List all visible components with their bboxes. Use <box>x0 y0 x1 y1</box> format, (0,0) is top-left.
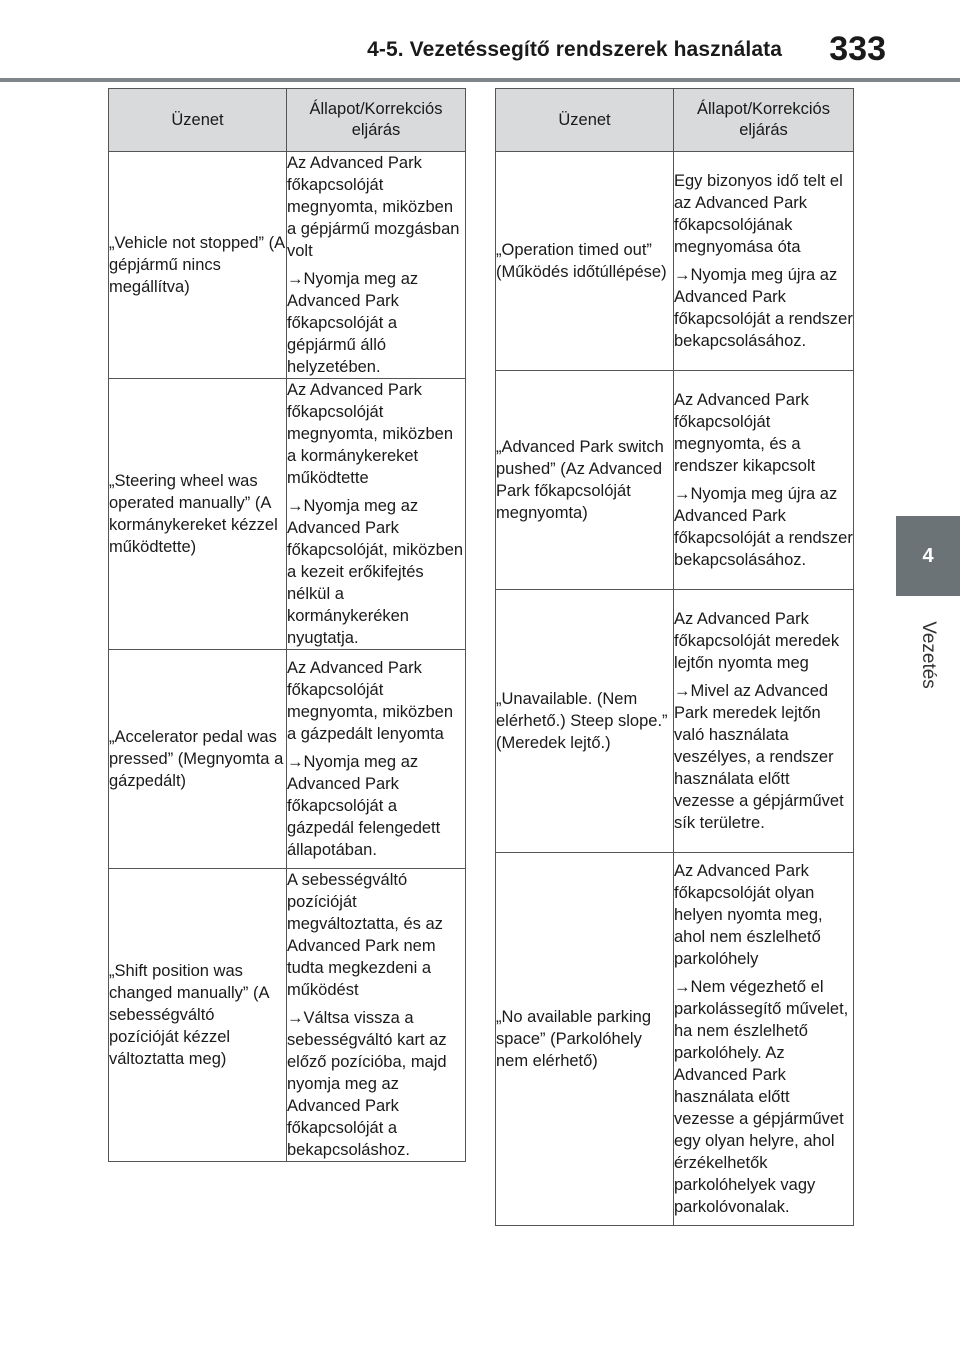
chapter-tab <box>896 516 960 596</box>
message-table-left <box>108 88 466 1162</box>
procedure-cell <box>674 152 854 371</box>
table-header-row <box>109 89 466 152</box>
chapter-label-container <box>898 600 958 710</box>
condition-text: Az Advanced Park főkapcsolóját olyan helyen nyomta meg, ahol nem észlelhető parkolóhely <box>674 862 823 968</box>
action-text: →Nyomja meg az Advanced Park főkapcsolóját a gépjármű álló helyzetében. <box>287 270 419 376</box>
condition-text: Az Advanced Park főkapcsolóját megnyomta, miközben a kormánykereket működtette <box>287 381 453 487</box>
table-header-row <box>496 89 854 152</box>
chapter-number: 4 <box>922 544 934 567</box>
message-cell <box>109 152 287 379</box>
table-row <box>496 152 854 371</box>
message-text: „No available parking space” (Parkolóhely nem elérhető) <box>496 1008 652 1070</box>
chapter-label: Vezetés <box>918 621 940 689</box>
action-text: →Nem végezhető el parkolássegítő művelet, ha nem észlelhető parkolóhely. Az Advanced Park használata előtt vezesse a gépjárművet egy olyan helyre, ahol érzékelhetők parkolóhelyek vagy parkolóvonalak. <box>674 978 849 1216</box>
condition-text: Az Advanced Park főkapcsolóját meredek lejtőn nyomta meg <box>674 610 840 672</box>
action-text: →Váltsa vissza a sebességváltó kart az előző pozícióba, majd nyomja meg az Advanced Park főkapcsolóját a bekapcsoláshoz. <box>287 1009 447 1159</box>
message-cell <box>109 379 287 650</box>
procedure-cell <box>674 371 854 590</box>
condition-text: Az Advanced Park főkapcsolóját megnyomta, és a rendszer kikapcsolt <box>674 391 816 475</box>
message-text: „Advanced Park switch pushed” (Az Advanced Park főkapcsolóját megnyomta) <box>496 438 664 522</box>
column-header-message: Üzenet <box>496 89 674 152</box>
table-row <box>109 869 466 1162</box>
table-row <box>109 379 466 650</box>
message-cell <box>496 590 674 853</box>
table-row <box>109 152 466 379</box>
table-row <box>496 371 854 590</box>
page-number: 333 <box>829 30 886 68</box>
column-header-procedure: Állapot/Korrekciós eljárás <box>287 89 466 152</box>
message-text: „Unavailable. (Nem elérhető.) Steep slope.” (Meredek lejtő.) <box>496 690 668 752</box>
condition-text: Az Advanced Park főkapcsolóját megnyomta, miközben a gázpedált lenyomta <box>287 659 453 743</box>
message-text: „Accelerator pedal was pressed” (Megnyomta a gázpedált) <box>109 728 284 790</box>
message-cell <box>496 152 674 371</box>
procedure-cell <box>287 650 466 869</box>
section-title: 4-5. Vezetéssegítő rendszerek használata <box>367 38 782 61</box>
message-table-right <box>495 88 854 1226</box>
action-text: →Nyomja meg az Advanced Park főkapcsolóját, miközben a kezeit erőkifejtés nélkül a kormánykeréken nyugtatja. <box>287 497 464 647</box>
procedure-cell <box>287 152 466 379</box>
action-text: →Nyomja meg újra az Advanced Park főkapcsolóját a rendszer bekapcsolásához. <box>674 266 853 350</box>
procedure-cell <box>674 590 854 853</box>
table-row <box>496 853 854 1226</box>
table-row <box>496 590 854 853</box>
message-text: „Operation timed out” (Működés időtúllépése) <box>496 241 667 281</box>
message-text: „Vehicle not stopped” (A gépjármű nincs megállítva) <box>109 234 285 296</box>
message-cell <box>496 853 674 1226</box>
message-cell <box>109 869 287 1162</box>
table-row <box>109 650 466 869</box>
message-cell <box>496 371 674 590</box>
column-header-procedure: Állapot/Korrekciós eljárás <box>674 89 854 152</box>
condition-text: Egy bizonyos idő telt el az Advanced Park főkapcsolójának megnyomása óta <box>674 172 843 256</box>
message-cell <box>109 650 287 869</box>
condition-text: A sebességváltó pozícióját megváltoztatta, és az Advanced Park nem tudta megkezdeni a működést <box>287 871 443 999</box>
procedure-cell <box>287 379 466 650</box>
action-text: →Nyomja meg újra az Advanced Park főkapcsolóját a rendszer bekapcsolásához. <box>674 485 853 569</box>
message-text: „Steering wheel was operated manually” (A kormánykereket kézzel működtette) <box>109 472 278 556</box>
header-divider <box>0 78 960 82</box>
condition-text: Az Advanced Park főkapcsolóját megnyomta, miközben a gépjármű mozgásban volt <box>287 154 460 260</box>
column-header-message: Üzenet <box>109 89 287 152</box>
action-text: →Mivel az Advanced Park meredek lejtőn való használata veszélyes, a rendszer használata előtt vezesse a gépjárművet sík területre. <box>674 682 844 832</box>
message-text: „Shift position was changed manually” (A sebességváltó pozícióját kézzel változtatta meg) <box>109 962 269 1068</box>
action-text: →Nyomja meg az Advanced Park főkapcsolóját a gázpedál felengedett állapotában. <box>287 753 441 859</box>
procedure-cell <box>287 869 466 1162</box>
procedure-cell <box>674 853 854 1226</box>
